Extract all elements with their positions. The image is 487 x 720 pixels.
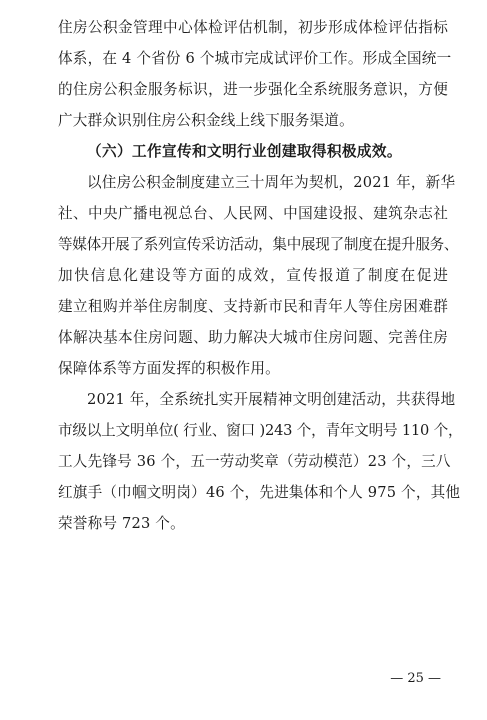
text-line: 市级以上文明单位( 行业、窗口 )243 个，青年文明号 110 个，: [58, 422, 463, 439]
text-line: 以住房公积金制度建立三十周年为契机，2021 年，新华: [87, 174, 456, 191]
paragraph-civilization: [58, 384, 463, 539]
text-line: 等媒体开展了系列宣传采访活动，集中展现了制度在提升服务、: [58, 236, 459, 253]
page-number: — 25 —: [390, 671, 441, 686]
section-heading: （六）工作宣传和文明行业创建取得积极成效。: [87, 143, 402, 160]
text-line: 保障体系等方面发挥的积极作用。: [58, 360, 280, 377]
text-line: 加快信息化建设等方面的成效，宣传报道了制度在促进: [58, 267, 448, 284]
text-line: 体解决基本住房问题、助力解决大城市住房问题、完善住房: [58, 329, 448, 346]
text-line: 建立租购并举住房制度、支持新市民和青年人等住房困难群: [58, 298, 448, 315]
text-line: 体系，在 4 个省份 6 个城市完成试评价工作。形成全国统一: [58, 50, 452, 67]
paragraph-publicity: [58, 167, 459, 384]
text-line: 的住房公积金服务标识，进一步强化全系统服务意识，方便: [58, 81, 448, 98]
paragraph-service-standards: [58, 12, 452, 136]
text-line: 工人先锋号 36 个，五一劳动奖章（劳动模范）23 个，三八: [58, 453, 451, 470]
text-line: 住房公积金管理中心体检评估机制，初步形成体检评估指标: [58, 19, 448, 36]
text-line: 社、中央广播电视总台、人民网、中国建设报、建筑杂志社: [58, 205, 448, 222]
text-line: 2021 年，全系统扎实开展精神文明创建活动，共获得地: [87, 391, 456, 408]
document-page: [58, 12, 463, 539]
text-line: 广大群众识别住房公积金线上线下服务渠道。: [58, 112, 354, 129]
text-line: 荣誉称号 723 个。: [58, 515, 185, 532]
text-line: 红旗手（巾帼文明岗）46 个，先进集体和个人 975 个，其他: [58, 484, 461, 501]
